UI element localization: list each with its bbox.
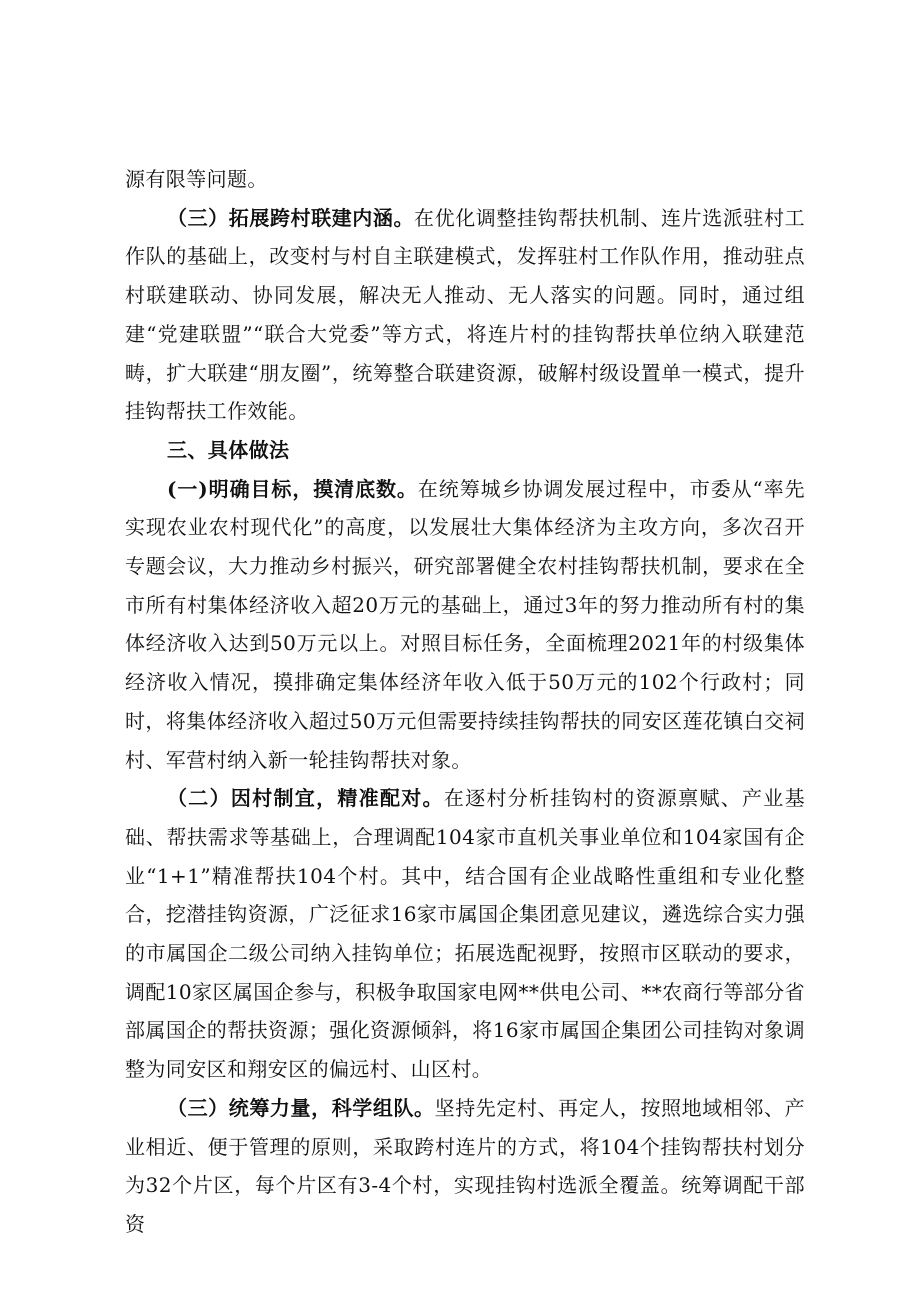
document-body (125, 160, 805, 1244)
paragraph-lead: （三）拓展跨村联建内涵。 (167, 205, 415, 230)
section-heading: 三、具体做法 (167, 437, 290, 462)
paragraph-lead: （三）统筹力量，科学组队。 (167, 1095, 435, 1120)
paragraph-expand-cross-village (125, 199, 805, 431)
paragraph-body: 在逐村分析挂钩村的资源禀赋、产业基础、帮扶需求等基础上，合理调配104家市直机关事业单位和104家国有企业“1+1”精准帮扶104个村。其中，结合国有企业战略性重组和专业化整合，挖潜挂钩资源，广泛征求16家市属国企集团意见建议，遴选综合实力强的市属国企二级公司纳入挂钩单位；拓展选配视野，按照市区联动的要求，调配10家区属国企参与，积极争取国家电网**供电公司、**农商行等部分省部属国企的帮扶资源；强化资源倾斜，将16家市属国企集团公司挂钩对象调整为同安区和翔安区的偏远村、山区村。 (125, 786, 805, 1082)
paragraph-precise-matching (125, 779, 805, 1089)
paragraph-continued (125, 160, 805, 199)
paragraph-body: 在优化调整挂钩帮扶机制、连片选派驻村工作队的基础上，改变村与村自主联建模式，发挥驻村工作队作用，推动驻点村联建联动、协同发展，解决无人推动、无人落实的问题。同时，通过组建“党建联盟”“联合大党委”等方式，将连片村的挂钩帮扶单位纳入联建范畴，扩大联建“朋友圈”，统筹整合联建资源，破解村级设置单一模式，提升挂钩帮扶工作效能。 (125, 205, 805, 424)
paragraph-body: 在统筹城乡协调发展过程中，市委从“率先实现农业农村现代化”的高度，以发展壮大集体经济为主攻方向，多次召开专题会议，大力推动乡村振兴，研究部署健全农村挂钩帮扶机制，要求在全市所有村集体经济收入超20万元的基础上，通过3年的努力推动所有村的集体经济收入达到50万元以上。对照目标任务，全面梳理2021年的村级集体经济收入情况，摸排确定集体经济年收入低于50万元的102个行政村；同时，将集体经济收入超过50万元但需要持续挂钩帮扶的同安区莲花镇白交祠村、军营村纳入新一轮挂钩帮扶对象。 (125, 476, 805, 772)
paragraph-lead: (一)明确目标，摸清底数。 (167, 476, 418, 501)
paragraph-lead: （二）因村制宜，精准配对。 (167, 786, 444, 811)
paragraph-body: 源有限等问题。 (125, 167, 268, 191)
paragraph-team-organization (125, 1089, 805, 1244)
paragraph-body: 坚持先定村、再定人，按照地域相邻、产业相近、便于管理的原则，采取跨村连片的方式，将104个挂钩帮扶村划分为32个片区，每个片区有3-4个村，实现挂钩村选派全覆盖。统筹调配干部资 (125, 1095, 805, 1236)
paragraph-clear-goals (125, 470, 805, 780)
